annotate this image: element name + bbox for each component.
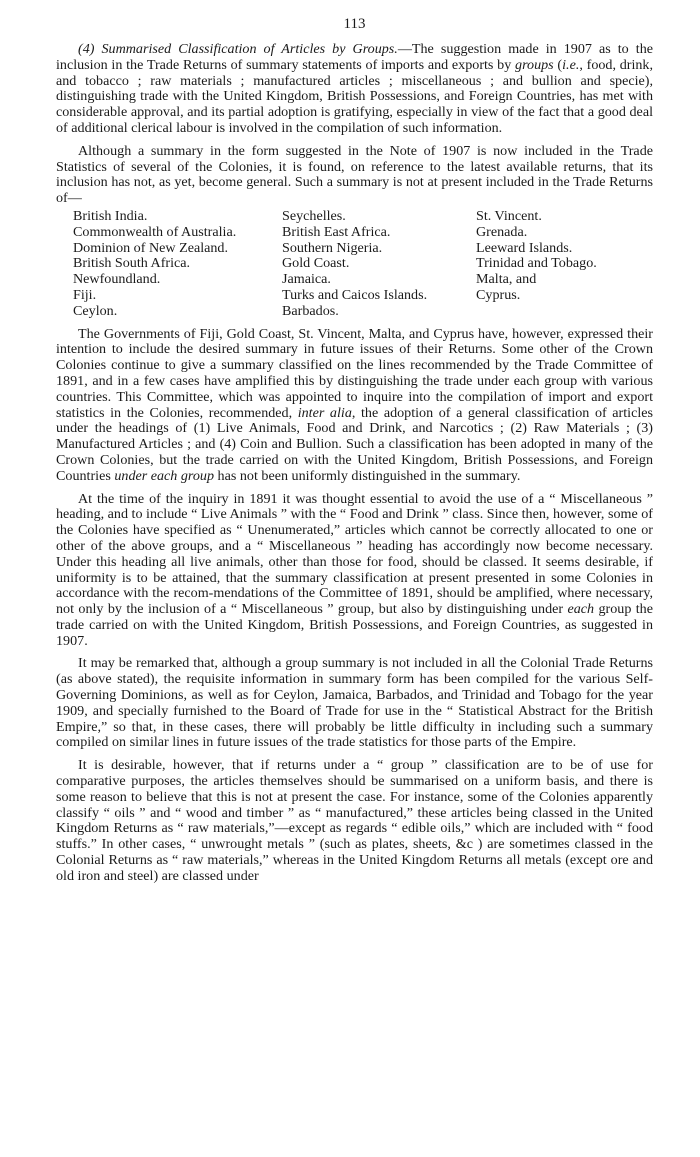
list-item: Southern Nigeria.	[282, 239, 383, 256]
paragraph-summary-not-general: Although a summary in the form suggested in the Note of 1907 is now included in the Trade Statistics of several of the Colonies, it is found, on reference to the latest available returns, that its inclusion has not, as yet, become general. Such a summary is not at present included in the Trade Returns of—	[56, 142, 653, 207]
list-item: Leeward Islands.	[476, 239, 573, 256]
list-item: Malta, and	[476, 271, 537, 288]
section-heading: (4) Summarised Classification of Articles by Groups.	[78, 41, 398, 57]
list-item: Grenada.	[476, 223, 528, 240]
colony-list-column-1	[73, 209, 282, 320]
list-item: Barbados.	[282, 302, 339, 319]
list-item: British South Africa.	[73, 255, 191, 272]
page-number: 113	[343, 16, 366, 32]
list-item: St. Vincent.	[476, 207, 542, 224]
list-item: Gold Coast.	[282, 255, 350, 272]
list-item: British East Africa.	[282, 223, 391, 240]
paragraph-inquiry-1891: At the time of the inquiry in 1891 it was thought essential to avoid the use of a “ Miscellaneous ” heading, and to include “ Live Animals ” with the “ Food and Drink ” class. Since then, however, some of the Colonies have specified as “ Unenumerated,” articles which cannot be correctly allocated to one or other of the above groups, and a “ Miscellaneous ” heading has accordingly now become necessary. Under this heading all live animals, other than those for food, should be classed. It seems desirable, if uniformity is to be attained, that the summary classification at present presented in some Colonies in accordance with the recom-mendations of the Committee of 1891, should be amplified, where necessary, not only by the inclusion of a “ Miscellaneous ” group, but also by distinguishing under each group the trade carried on with the United Kingdom, British Possessions, and Foreign Countries, as suggested in 1907.	[56, 490, 653, 649]
paragraph-group-summary: It may be remarked that, although a group summary is not included in all the Colonial Trade Returns (as above stated), the requisite information in summary form has been compiled for the various Self-Governing Dominions, as well as for Ceylon, Jamaica, Barbados, and Trinidad and Tobago for the year 1909, and specially furnished to the Board of Trade for use in the “ Statistical Abstract for the British Empire,” so that, in these cases, there will probably be little difficulty in including such a summary compiled on similar lines in future issues of the trade statistics for those parts of the Empire.	[56, 655, 653, 751]
colony-list-column-2	[282, 209, 476, 320]
list-item: Fiji.	[73, 286, 97, 303]
list-item: Commonwealth of Australia.	[73, 223, 237, 240]
list-item: Dominion of New Zealand.	[73, 239, 228, 256]
list-item: Jamaica.	[282, 271, 331, 288]
paragraph-uniform-basis: It is desirable, however, that if returns under a “ group ” classification are to be of use for comparative purposes, the articles themselves should be summarised on a uniform basis, and there is some reason to believe that this is not at present the case. For instance, some of the Colonies apparently classify “ oils ” and “ wood and timber ” as “ manufactured,” these articles being classed in the United Kingdom Returns as “ raw materials,”—except as regards “ edible oils,” which are included with “ food stuffs.” In other cases, “ unwrought metals ” (such as plates, sheets, &c ) are sometimes classed in the Colonial Returns as “ raw materials,” whereas in the United Kingdom Returns all metals (except ore and old iron and steel) are classed under	[56, 757, 653, 884]
paragraph-governments-intention: The Governments of Fiji, Gold Coast, St. Vincent, Malta, and Cyprus have, however, expressed their intention to include the desired summary in future issues of their Returns. Some other of the Crown Colonies continue to give a summary classified on the lines recommended by the Trade Committee of 1891, and in a few cases have amplified this by distinguishing the trade under each group with various countries. This Committee, which was appointed to inquire into the compilation of import and export statistics in the Colonies, recommended, inter alia, the adoption of a general classification of articles under the headings of (1) Live Animals, Food and Drink, and Narcotics ; (2) Raw Materials ; (3) Manufactured Articles ; and (4) Coin and Bullion. Such a classification has been adopted in many of the Crown Colonies, but the trade carried on with the United Kingdom, British Possessions, and Foreign Countries under each group has not been uniformly distinguished in the summary.	[56, 325, 653, 484]
list-item: Turks and Caicos Islands.	[282, 286, 428, 303]
list-item: Seychelles.	[282, 207, 346, 224]
colony-list	[73, 209, 653, 320]
list-item: Ceylon.	[73, 302, 118, 319]
paragraph-summarised-classification: (4) Summarised Classification of Articles by Groups.—The suggestion made in 1907 as to the inclusion in the Trade Returns of summary statements of imports and exports by groups (i.e., food, drink, and tobacco ; raw materials ; manufactured articles ; miscellaneous ; and bullion and specie), distinguishing trade with the United Kingdom, British Possessions, and Foreign Countries, has met with considerable approval, and its partial adoption is gratifying, especially in view of the fact that a good deal of additional clerical labour is involved in the compilation of such information.	[56, 41, 654, 136]
list-item: Newfoundland.	[73, 271, 161, 288]
list-item: British India.	[73, 207, 148, 224]
list-item: Cyprus.	[476, 286, 521, 303]
colony-list-column-3	[476, 209, 653, 320]
list-item: Trinidad and Tobago.	[476, 255, 597, 272]
